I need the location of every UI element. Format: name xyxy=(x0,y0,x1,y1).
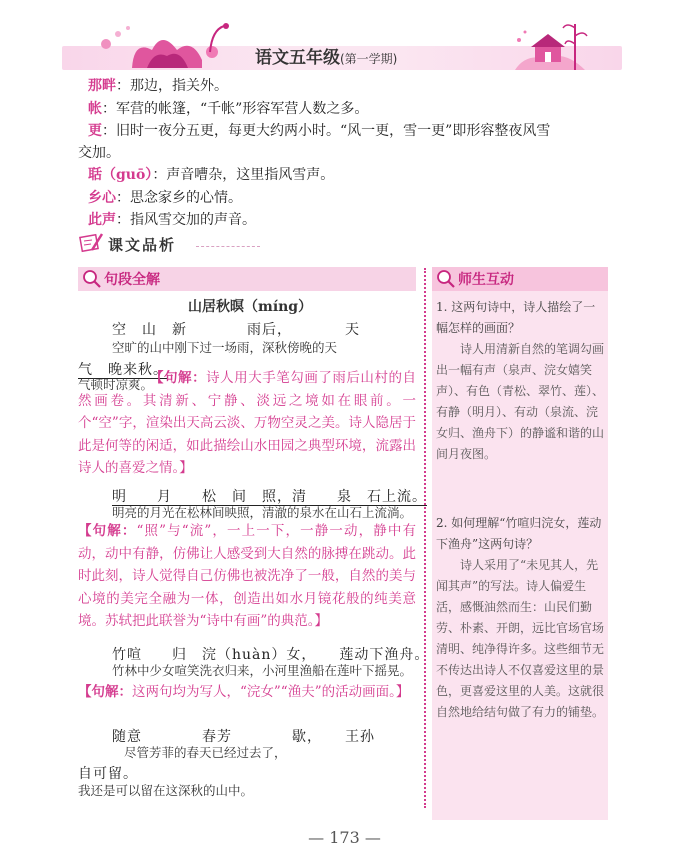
poem-translation: 明亮的月光在松林间映照，清澈的泉水在山石上流淌。 xyxy=(112,505,413,520)
glossary-item: 此声：指风雪交加的声音。 xyxy=(88,212,256,228)
poem-translation: 我还是可以留在这深秋的山中。 xyxy=(78,783,254,798)
poem-title: 山居秋暝（míng） xyxy=(188,299,313,315)
question-1: 1. 这两句诗中，诗人描绘了一幅怎样的画面？ xyxy=(436,300,596,335)
poem-translation: 气顿时凉爽。 xyxy=(78,377,154,392)
decoration-left-icon xyxy=(92,20,242,72)
glossary-item: 那畔：那边，指关外。 xyxy=(88,78,228,94)
glossary-item: 帐：军营的帐篷，“千帐”形容军营人数之多。 xyxy=(88,101,369,117)
right-column xyxy=(432,267,608,820)
page-header xyxy=(0,0,689,76)
poem-line: 随意 春芳 歇， 王孙 xyxy=(112,729,375,745)
right-section-header xyxy=(432,267,608,291)
left-section-header xyxy=(78,267,416,291)
column-divider xyxy=(424,268,426,808)
magnifier-icon xyxy=(82,269,102,289)
magnifier-icon xyxy=(436,269,456,289)
decoration-house-icon xyxy=(505,14,595,72)
glossary-item: 更：旧时一夜分五更，每更大约两小时。“风一更，雪一更”即形容整夜风雪 xyxy=(88,123,551,139)
poem-line: 明 月 松 间 照，清 泉 石上流。 xyxy=(112,489,427,505)
poem-translation: 空旷的山中刚下过一场雨，深秋傍晚的天 xyxy=(112,340,338,355)
poem-translation: 尽管芳菲的春天已经过去了， xyxy=(124,745,287,760)
poem-line: 空 山 新 雨后， 天 xyxy=(112,322,360,338)
glossary-item: 乡心：思念家乡的心情。 xyxy=(88,190,242,206)
poem-line: 气 晚来秋。 xyxy=(78,362,168,378)
left-section-title: 句段全解 xyxy=(104,272,160,288)
page-number: — 173 — xyxy=(308,828,381,847)
section-badge-label: 课文品析 xyxy=(108,236,177,254)
answer-2: 诗人采用了“未见其人，先闻其声”的写法。诗人偏爱生活，感慨油然而生：山民们勤劳、朴素、开朗，远比官场官场清明、纯净得许多。这些细节无不传达出诗人不仅喜爱这里的景色，更喜爱这里的人美。这就很自然地给结句做了有力的铺垫。 xyxy=(436,558,605,719)
left-column xyxy=(78,267,430,802)
analysis-paragraph: 【句解：“照”与“流”，一上一下，一静一动，静中有动，动中有静，仿佛让人感受到大自然的脉搏在跳动。此时此刻，诗人觉得自己仿佛也被洗净了一般，自然的美与心境的美完全融为一体，创造出如水月镜花般的纯美意境。苏轼把此联誉为“诗中有画”的典范。】 xyxy=(78,523,416,629)
poem-translation: 竹林中少女喧笑洗衣归来，小河里渔船在莲叶下摇晃。 xyxy=(112,663,413,678)
badge-underline xyxy=(196,246,260,247)
poem-line: 自可留。 xyxy=(78,766,138,782)
analysis-paragraph: 【句解：这两句均为写人，“浣女”“渔夫”的活动画面。】 xyxy=(78,684,410,700)
glossary-continuation: 交加。 xyxy=(78,145,120,161)
answer-1: 诗人用清新自然的笔调勾画出一幅有声（泉声、浣女嬉笑声）、有色（青松、翠竹、莲）、有静（明月）、有动（泉流、浣女归、渔舟下）的静谧和谐的山间月夜图。 xyxy=(436,342,605,461)
question-2: 2. 如何理解“竹喧归浣女，莲动下渔舟”这两句诗？ xyxy=(436,516,602,551)
analysis-paragraph: 【句解：诗人用大手笔勾画了雨后山村的自然画卷。其清新、宁静、淡远之境如在眼前。一个“空”字，渲染出天高云淡、万物空灵之美。诗人隐居于此是何等的闲适，如此描绘山水田园之典型环境，流露出诗人的喜爱之情。】 xyxy=(78,370,417,476)
header-title: 语文五年级(第一学期) xyxy=(255,48,398,68)
glossary-item: 聒（guō）：声音嘈杂，这里指风雪声。 xyxy=(88,167,335,183)
book-pencil-icon xyxy=(78,230,104,256)
poem-line: 竹喧 归 浣（huàn）女， 莲动下渔舟。 xyxy=(112,647,430,663)
right-section-title: 师生互动 xyxy=(458,272,514,288)
